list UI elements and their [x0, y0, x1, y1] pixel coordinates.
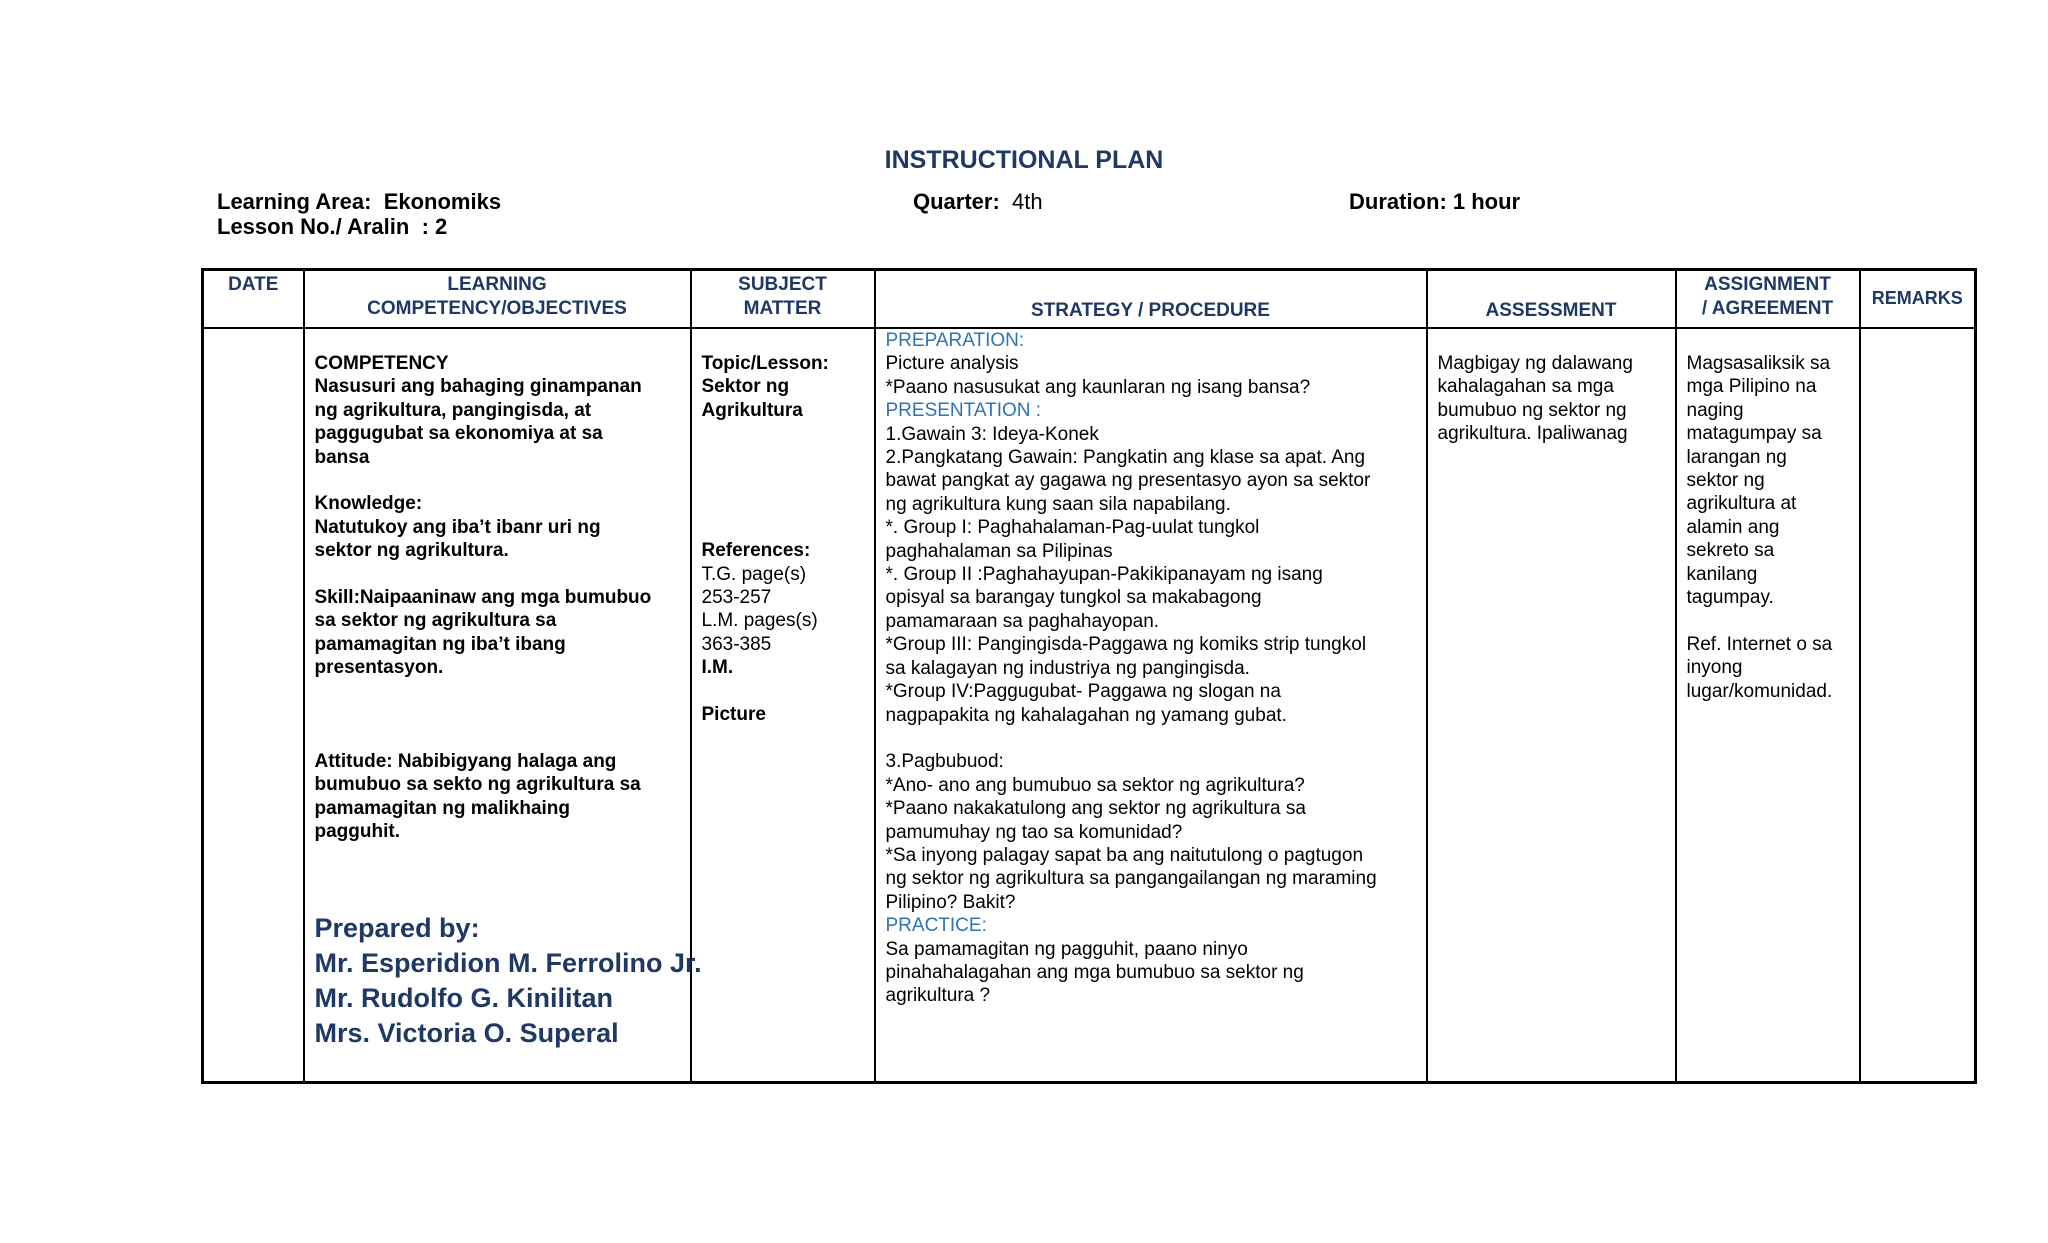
presentation-line: paghahalaman sa Pilipinas [885, 540, 1113, 562]
summary-line: *Paano nakakatulong ang sektor ng agrikultura sa [885, 798, 1306, 820]
quarter-value: 4th [1012, 189, 1043, 214]
assignment-ref-line: lugar/komunidad. [1686, 680, 1833, 702]
summary-line: *Sa inyong palagay sapat ba ang naitutulong o pagtugon [885, 844, 1364, 866]
remarks-cell [1860, 328, 1976, 1083]
duration [1349, 189, 1520, 214]
competency-block [315, 352, 680, 843]
presentation-line: *. Group I: Paghahalaman-Pag-uulat tungkol [885, 517, 1260, 539]
prepared-by [314, 911, 702, 1051]
assignment-line: Magsasaliksik sa [1686, 353, 1831, 374]
presentation-line: sa kalagayan ng industriya ng pangingisda. [885, 657, 1250, 679]
preparation-line: *Paano nasusukat ang kaunlaran ng isang bansa? [885, 376, 1311, 398]
subject-matter-cell [691, 328, 875, 1083]
competency-heading: COMPETENCY [314, 353, 449, 374]
col-assessment: ASSESSMENT [1427, 270, 1676, 329]
knowledge-line: sektor ng agrikultura. [314, 540, 509, 562]
presentation-line: bawat pangkat ay gagawa ng presentasyo ayon sa sektor [885, 470, 1371, 492]
tg-label: T.G. page(s) [701, 563, 807, 585]
preparer-name: Mr. Esperidion M. Ferrolino Jr. [314, 948, 702, 979]
skill-line: sa sektor ng agrikultura sa [314, 610, 557, 632]
instructional-plan-table [201, 268, 1977, 1084]
presentation-line: pamamaraan sa paghahayopan. [885, 610, 1160, 632]
learning-area-value: Ekonomiks [383, 189, 502, 214]
col-assignment-line1: ASSIGNMENT [1704, 274, 1831, 295]
assignment-line: sektor ng [1686, 470, 1765, 492]
topic-label: Topic/Lesson: [701, 353, 829, 374]
assignment-line: agrikultura at [1686, 493, 1797, 515]
presentation-label: PRESENTATION : [885, 400, 1042, 422]
assignment-line: sekreto sa [1686, 540, 1775, 562]
preparer-name: Mr. Rudolfo G. Kinilitan [314, 983, 613, 1014]
topic-line: Agrikultura [701, 399, 803, 421]
learning-area-label: Learning Area: [217, 189, 372, 214]
practice-line: pinahahalagahan ang mga bumubuo sa sektor ng [885, 961, 1304, 983]
lesson-value: : 2 [421, 214, 448, 239]
assignment-line: tagumpay. [1686, 587, 1774, 609]
assessment-cell [1427, 328, 1676, 1083]
table-header-row [203, 270, 1976, 329]
competency-line: ng agrikultura, pangingisda, at [314, 399, 592, 421]
quarter [913, 189, 1043, 214]
assignment-line: matagumpay sa [1686, 423, 1822, 445]
assignment-line: larangan ng [1686, 446, 1787, 468]
col-subject-line2: MATTER [743, 298, 822, 319]
summary-line: pamumuhay ng tao sa komunidad? [885, 821, 1183, 843]
quarter-label: Quarter: [913, 189, 1000, 214]
im-value: Picture [701, 704, 766, 725]
assessment-line: bumubuo ng sektor ng [1437, 399, 1627, 421]
assignment-line: naging [1686, 399, 1744, 421]
practice-line: Sa pamamagitan ng pagguhit, paano ninyo [885, 938, 1248, 960]
preparation-label: PREPARATION: [885, 330, 1025, 351]
assignment-line: alamin ang [1686, 516, 1780, 538]
competency-cell [304, 328, 702, 1083]
col-strategy: STRATEGY / PROCEDURE [875, 270, 1427, 329]
assessment-line: agrikultura. Ipaliwanag [1437, 423, 1628, 445]
attitude-line: pagguhit. [314, 821, 400, 843]
competency-line: Nasusuri ang bahaging ginampanan [314, 376, 642, 398]
skill-line: presentasyon. [314, 657, 444, 679]
presentation-line: 2.Pangkatang Gawain: Pangkatin ang klase sa apat. Ang [885, 447, 1366, 469]
table-row [203, 328, 1976, 1083]
im-label: I.M. [701, 657, 734, 679]
practice-label: PRACTICE: [885, 915, 987, 937]
presentation-line: *Group III: Pangingisda-Paggawa ng komiks strip tungkol [885, 634, 1367, 656]
competency-line: bansa [314, 446, 370, 468]
assignment-line: mga Pilipino na [1686, 376, 1817, 398]
col-remarks: REMARKS [1860, 270, 1976, 329]
attitude-line: bumubuo sa sekto ng agrikultura sa [314, 774, 641, 796]
presentation-line: 1.Gawain 3: Ideya-Konek [885, 423, 1099, 445]
summary-line: 3.Pagbubuod: [885, 751, 1004, 773]
skill-line: pamamagitan ng iba’t ibang [314, 633, 566, 655]
col-assignment-line2: / AGREEMENT [1701, 298, 1834, 319]
references-label: References: [701, 540, 811, 562]
col-date: DATE [203, 270, 304, 329]
assignment-ref-line: Ref. Internet o sa [1686, 633, 1833, 655]
duration-value: 1 hour [1452, 189, 1521, 214]
assignment-cell [1676, 328, 1860, 1083]
summary-line: ng sektor ng agrikultura sa pangangailangan ng maraming [885, 868, 1377, 890]
practice-line: agrikultura ? [885, 985, 991, 1007]
prepared-by-label: Prepared by: [314, 913, 480, 944]
assignment-ref-line: inyong [1686, 657, 1743, 679]
col-subject [691, 270, 875, 329]
col-subject-line1: SUBJECT [738, 274, 827, 295]
col-competency [304, 270, 691, 329]
col-competency-line1: LEARNING [447, 274, 547, 295]
lm-pages: 363-385 [701, 633, 772, 655]
presentation-line: *. Group II :Paghahayupan-Pakikipanayam ng isang [885, 564, 1323, 586]
knowledge-label: Knowledge: [314, 493, 423, 515]
summary-line: *Ano- ano ang bumubuo sa sektor ng agrikultura? [885, 774, 1305, 796]
page-title: INSTRUCTIONAL PLAN [884, 146, 1164, 174]
duration-label: Duration: [1349, 189, 1447, 214]
preparation-line: Picture analysis [885, 353, 1019, 375]
strategy-cell [875, 328, 1427, 1083]
attitude-line: Attitude: Nabibigyang halaga ang [314, 750, 617, 772]
lesson-label: Lesson No./ Aralin [217, 214, 410, 239]
lesson-number [217, 214, 447, 239]
lm-label: L.M. pages(s) [701, 610, 818, 632]
preparer-name: Mrs. Victoria O. Superal [314, 1018, 619, 1049]
attitude-line: pamamagitan ng malikhaing [314, 797, 570, 819]
knowledge-line: Natutukoy ang iba’t ibanr uri ng [314, 516, 601, 538]
col-assignment [1676, 270, 1860, 329]
summary-line: Pilipino? Bakit? [885, 891, 1016, 913]
competency-line: paggugubat sa ekonomiya at sa [314, 423, 603, 445]
presentation-line: nagpapakita ng kahalagahan ng yamang gubat. [885, 704, 1287, 726]
presentation-line: *Group IV:Paggugubat- Paggawa ng slogan na [885, 681, 1281, 703]
date-cell [203, 328, 304, 1083]
presentation-line: opisyal sa barangay tungkol sa makabagong [885, 587, 1262, 609]
skill-line: Skill:Naipaaninaw ang mga bumubuo [314, 587, 652, 609]
col-competency-line2: COMPETENCY/OBJECTIVES [367, 298, 627, 319]
presentation-line: ng agrikultura kung saan sila napabilang. [885, 493, 1231, 515]
topic-line: Sektor ng [701, 376, 790, 398]
learning-area [217, 189, 501, 214]
tg-pages: 253-257 [701, 586, 772, 608]
assessment-line: Magbigay ng dalawang [1437, 353, 1633, 374]
assignment-line: kanilang [1686, 563, 1758, 585]
assessment-line: kahalagahan sa mga [1437, 376, 1614, 398]
